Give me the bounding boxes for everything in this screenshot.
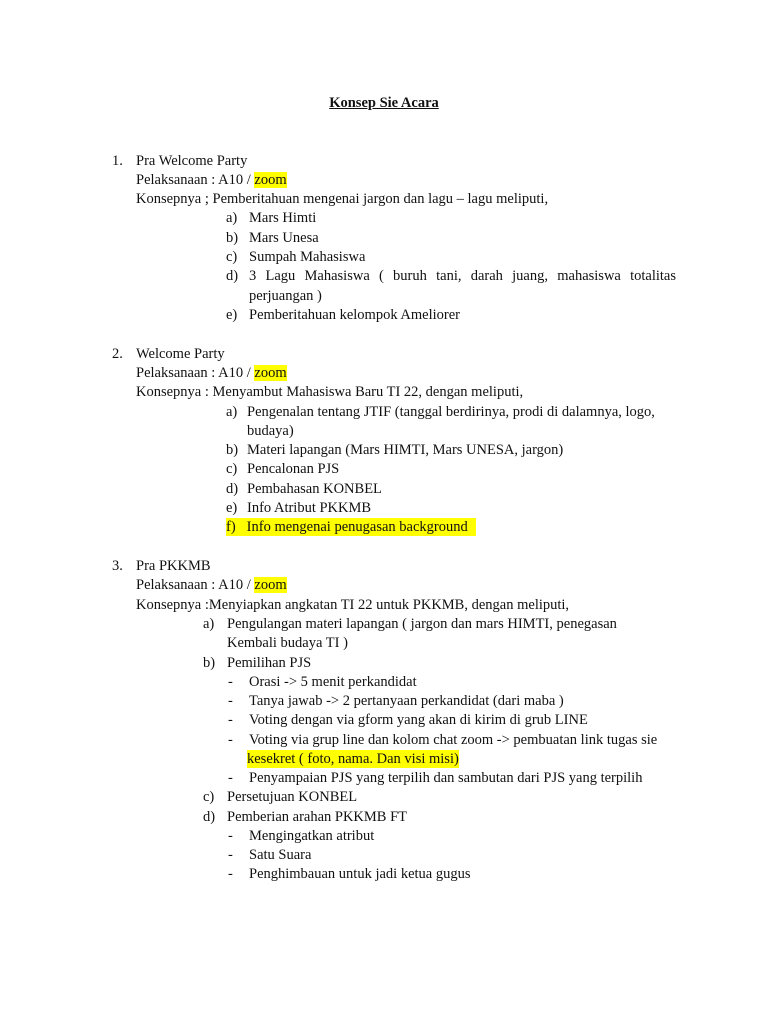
sub-list-marker: - xyxy=(228,712,233,728)
sub-list-marker: - xyxy=(228,828,233,844)
section-3-heading: Pra PKKMB xyxy=(136,558,211,574)
list-item: Info mengenai penugasan background xyxy=(246,519,468,535)
pelaksanaan-label: Pelaksanaan : A10 / xyxy=(136,172,255,188)
list-item: Mars Unesa xyxy=(249,230,319,246)
sub-list-item: Penghimbauan untuk jadi ketua gugus xyxy=(249,866,471,882)
list-item: Materi lapangan (Mars HIMTI, Mars UNESA, jargon) xyxy=(247,442,564,458)
list-item: Info Atribut PKKMB xyxy=(247,500,372,516)
list-marker: e) xyxy=(226,500,238,516)
list-marker: f) xyxy=(226,519,236,535)
list-item: Pemilihan PJS xyxy=(227,655,312,671)
sub-list-item: Penyampaian PJS yang terpilih dan sambutan dari PJS yang terpilih xyxy=(249,770,643,786)
list-marker: c) xyxy=(226,461,238,477)
pelaksanaan-highlight: zoom xyxy=(254,577,287,593)
sub-list-marker: - xyxy=(228,847,233,863)
sub-list-item: Voting via grup line dan kolom chat zoom -> pembuatan link tugas sie xyxy=(249,732,658,748)
sub-list-item: Mengingatkan atribut xyxy=(249,828,375,844)
list-item: Pengulangan materi lapangan ( jargon dan mars HIMTI, penegasan xyxy=(227,616,617,632)
section-1-heading: Pra Welcome Party xyxy=(136,153,248,169)
section-2-pelaksanaan xyxy=(136,364,287,382)
section-2-heading: Welcome Party xyxy=(136,346,225,362)
section-3-konsep: Konsepnya :Menyiapkan angkatan TI 22 untuk PKKMB, dengan meliputi, xyxy=(136,597,570,613)
pelaksanaan-label: Pelaksanaan : A10 / xyxy=(136,365,255,381)
list-marker: d) xyxy=(226,481,239,497)
sub-list-item-continuation: kesekret ( foto, nama. Dan visi misi) xyxy=(247,751,459,767)
section-2-number: 2. xyxy=(112,346,123,362)
section-2-konsep: Konsepnya : Menyambut Mahasiswa Baru TI 22, dengan meliputi, xyxy=(136,384,524,400)
section-3-number: 3. xyxy=(112,558,123,574)
sub-list-item: Voting dengan via gform yang akan di kirim di grub LINE xyxy=(249,712,588,728)
list-item: Sumpah Mahasiswa xyxy=(249,249,366,265)
list-marker: b) xyxy=(226,230,239,246)
list-marker: d) xyxy=(226,268,239,284)
list-item: Persetujuan KONBEL xyxy=(227,789,358,805)
list-marker: a) xyxy=(226,404,238,420)
pelaksanaan-highlight: zoom xyxy=(254,365,287,381)
list-item-continuation: Kembali budaya TI ) xyxy=(227,635,348,651)
list-marker: b) xyxy=(203,655,216,671)
sub-list-item: Satu Suara xyxy=(249,847,312,863)
list-item: 3 Lagu Mahasiswa ( buruh tani, darah juang, mahasiswa totalitas xyxy=(249,268,676,284)
sub-list-marker: - xyxy=(228,866,233,882)
list-marker: e) xyxy=(226,307,238,323)
pelaksanaan-highlight: zoom xyxy=(254,172,287,188)
list-item: Pencalonan PJS xyxy=(247,461,340,477)
pelaksanaan-label: Pelaksanaan : A10 / xyxy=(136,577,255,593)
list-item-continuation: budaya) xyxy=(247,423,294,439)
sub-list-item: Tanya jawab -> 2 pertanyaan perkandidat (dari maba ) xyxy=(249,693,564,709)
section-3-pelaksanaan xyxy=(136,576,287,594)
section-1-konsep: Konsepnya ; Pemberitahuan mengenai jargon dan lagu – lagu meliputi, xyxy=(136,191,549,207)
document-title: Konsep Sie Acara xyxy=(329,95,439,111)
sub-list-item: Orasi -> 5 menit perkandidat xyxy=(249,674,417,690)
list-marker: c) xyxy=(203,789,215,805)
list-item: Pemberitahuan kelompok Ameliorer xyxy=(249,307,461,323)
list-item: Pembahasan KONBEL xyxy=(247,481,382,497)
list-marker: d) xyxy=(203,809,216,825)
sub-list-marker: - xyxy=(228,693,233,709)
list-item: Pengenalan tentang JTIF (tanggal berdirinya, prodi di dalamnya, logo, xyxy=(247,404,655,420)
sub-list-marker: - xyxy=(228,674,233,690)
section-1-pelaksanaan xyxy=(136,171,287,189)
list-marker: a) xyxy=(203,616,215,632)
list-item-continuation: perjuangan ) xyxy=(249,288,322,304)
list-marker: c) xyxy=(226,249,238,265)
list-item: Pemberian arahan PKKMB FT xyxy=(227,809,408,825)
sub-list-marker: - xyxy=(228,770,233,786)
list-marker: a) xyxy=(226,210,238,226)
list-item: Mars Himti xyxy=(249,210,317,226)
section-1-number: 1. xyxy=(112,153,123,169)
list-marker: b) xyxy=(226,442,239,458)
sub-list-marker: - xyxy=(228,732,233,748)
highlighted-list-item xyxy=(226,518,476,536)
